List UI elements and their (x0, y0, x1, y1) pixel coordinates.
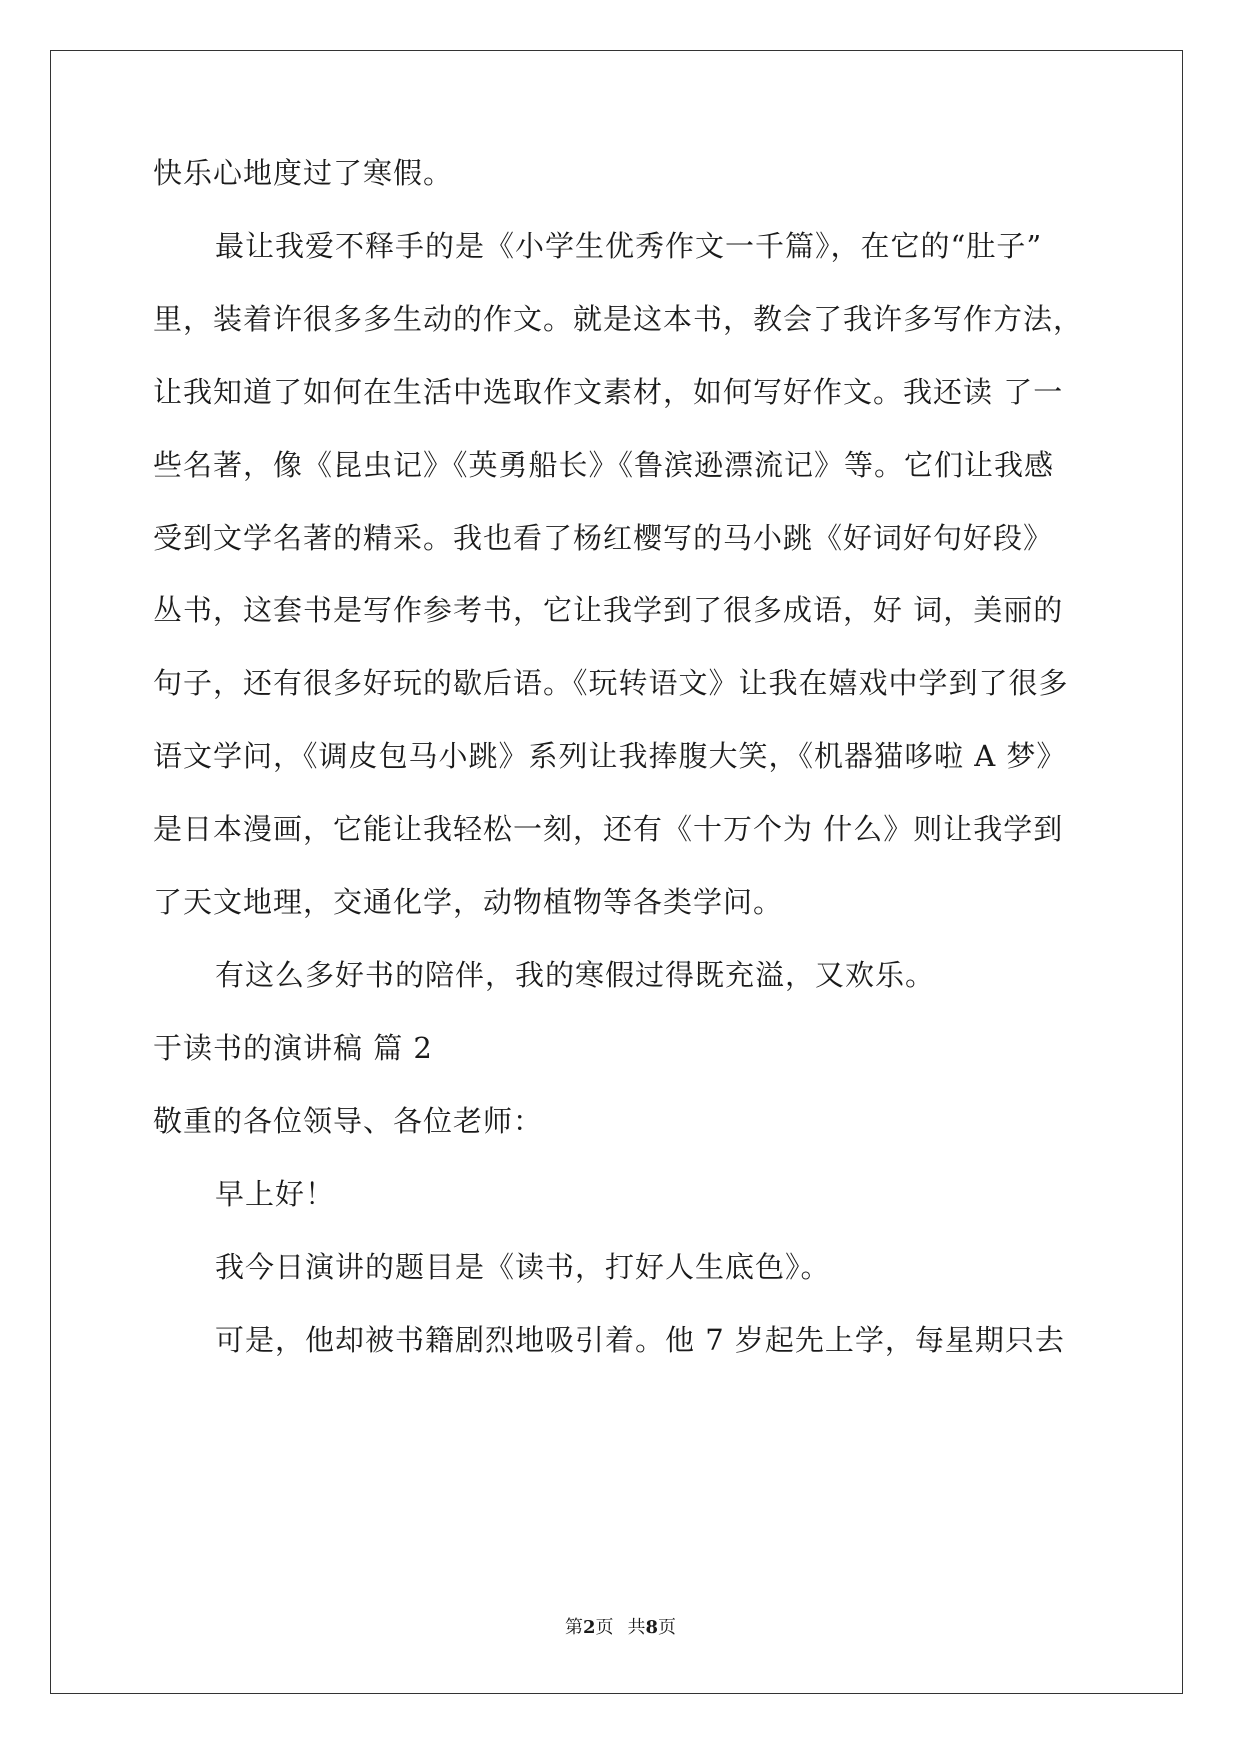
body-line: 丛书，这套书是写作参考书，它让我学到了很多成语，好 词，美丽的 (153, 593, 1064, 627)
page-prefix: 第 (564, 1617, 583, 1638)
page-number-footer (0, 1616, 1241, 1640)
total-prefix: 共 (627, 1617, 646, 1638)
body-line: 语文学问，《调皮包马小跳》系列让我捧腹大笑，《机器猫哆啦 A 梦》 (153, 739, 1067, 773)
page-total: 8 (645, 1617, 659, 1638)
body-line: 可是，他却被书籍剧烈地吸引着。他 7 岁起先上学，每星期只去 (215, 1323, 1065, 1357)
body-line: 些名著，像《昆虫记》《英勇船长》《鲁滨逊漂流记》等。它们让我感 (153, 448, 1055, 482)
body-line: 我今日演讲的题目是《读书，打好人生底色》。 (215, 1250, 831, 1284)
greeting: 早上好！ (215, 1177, 336, 1211)
body-line: 有这么多好书的陪伴，我的寒假过得既充溢，又欢乐。 (215, 958, 936, 992)
body-line: 句子，还有很多好玩的歇后语。《玩转语文》让我在嬉戏中学到了很多 (153, 666, 1069, 700)
page-suffix: 页 (595, 1617, 614, 1638)
salutation: 敬重的各位领导、各位老师： (153, 1104, 544, 1138)
body-line: 是日本漫画，它能让我轻松一刻，还有《十万个为 什么》则让我学到 (153, 812, 1064, 846)
body-line: 里，装着许很多多生动的作文。就是这本书，教会了我许多写作方法， (153, 302, 1084, 336)
page-current: 2 (582, 1617, 596, 1638)
body-line: 快乐心地度过了寒假。 (153, 156, 454, 190)
body-line: 了天文地理，交通化学，动物植物等各类学问。 (153, 885, 784, 919)
body-line: 最让我爱不释手的是《小学生优秀作文一千篇》，在它的“肚子” (215, 229, 1043, 263)
body-line: 让我知道了如何在生活中选取作文素材，如何写好作文。我还读 了一 (153, 375, 1064, 409)
body-line: 受到文学名著的精采。我也看了杨红樱写的马小跳《好词好句好段》 (153, 521, 1054, 555)
page-border (50, 50, 1183, 1694)
total-suffix: 页 (658, 1617, 677, 1638)
section-heading: 于读书的演讲稿 篇 2 (153, 1031, 433, 1065)
